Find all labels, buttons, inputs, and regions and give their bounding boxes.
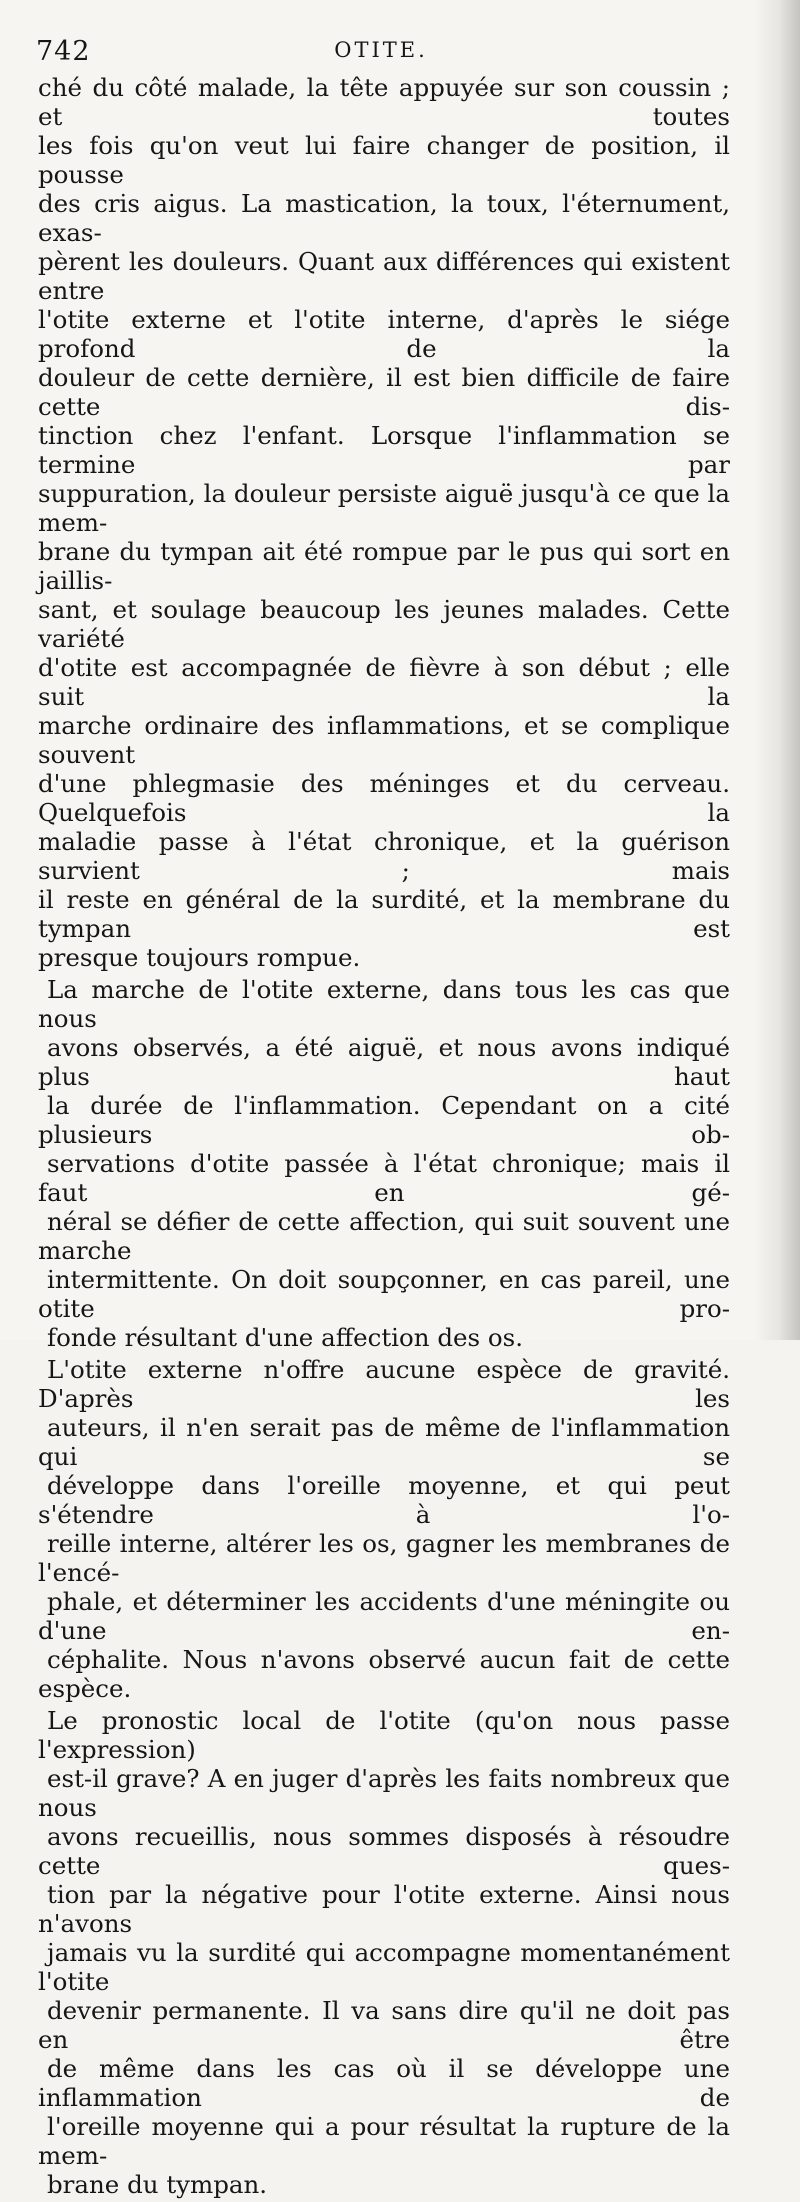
text-line: suppuration, la douleur persiste aiguë jusqu'à ce que la mem- bbox=[38, 479, 730, 537]
paragraph-3 bbox=[38, 1355, 730, 1703]
text-line: presque toujours rompue. bbox=[38, 943, 361, 972]
text-line: jamais vu la surdité qui accompagne momentanément l'otite bbox=[38, 1938, 730, 1996]
text-line: avons observés, a été aiguë, et nous avons indiqué plus haut bbox=[38, 1033, 730, 1091]
text-line: d'otite est accompagnée de fièvre à son début ; elle suit la bbox=[38, 653, 730, 711]
text-line: des cris aigus. La mastication, la toux, l'éternument, exas- bbox=[38, 189, 730, 247]
paragraph-2 bbox=[38, 975, 730, 1352]
text-line: brane du tympan ait été rompue par le pus qui sort en jaillis- bbox=[38, 537, 730, 595]
page-edge-shadow bbox=[754, 0, 800, 1340]
page-number: 742 bbox=[36, 36, 91, 67]
text-line: phale, et déterminer les accidents d'une méningite ou d'une en- bbox=[38, 1587, 730, 1645]
text-line: devenir permanente. Il va sans dire qu'il ne doit pas en être bbox=[38, 1996, 730, 2054]
text-line: sant, et soulage beaucoup les jeunes malades. Cette variété bbox=[38, 595, 730, 653]
text-line: il reste en général de la surdité, et la membrane du tympan est bbox=[38, 885, 730, 943]
text-line: maladie passe à l'état chronique, et la guérison survient ; mais bbox=[38, 827, 730, 885]
paragraph-1 bbox=[38, 73, 730, 972]
text-line: marche ordinaire des inflammations, et se complique souvent bbox=[38, 711, 730, 769]
text-line: servations d'otite passée à l'état chronique; mais il faut en gé- bbox=[38, 1149, 730, 1207]
body-text bbox=[38, 73, 730, 2202]
text-line: est-il grave? A en juger d'après les faits nombreux que nous bbox=[38, 1764, 730, 1822]
text-line: brane du tympan. bbox=[47, 2170, 268, 2199]
text-line: Le pronostic local de l'otite (qu'on nous passe l'expression) bbox=[38, 1706, 730, 1764]
paragraph-4 bbox=[38, 1706, 730, 2199]
text-line: l'otite externe et l'otite interne, d'après le siége profond de la bbox=[38, 305, 730, 363]
text-line: pèrent les douleurs. Quant aux différences qui existent entre bbox=[38, 247, 730, 305]
text-line: d'une phlegmasie des méninges et du cerveau. Quelquefois la bbox=[38, 769, 730, 827]
text-line: les fois qu'on veut lui faire changer de position, il pousse bbox=[38, 131, 730, 189]
text-line: intermittente. On doit soupçonner, en cas pareil, une otite pro- bbox=[38, 1265, 730, 1323]
text-line: douleur de cette dernière, il est bien difficile de faire cette dis- bbox=[38, 363, 730, 421]
text-line: développe dans l'oreille moyenne, et qui peut s'étendre à l'o- bbox=[38, 1471, 730, 1529]
text-line: La marche de l'otite externe, dans tous les cas que nous bbox=[38, 975, 730, 1033]
text-line: ché du côté malade, la tête appuyée sur son coussin ; et toutes bbox=[38, 73, 730, 131]
running-title: OTITE. bbox=[334, 38, 428, 62]
text-line: L'otite externe n'offre aucune espèce de gravité. D'après les bbox=[38, 1355, 730, 1413]
text-line: céphalite. Nous n'avons observé aucun fait de cette espèce. bbox=[38, 1645, 730, 1703]
text-line: l'oreille moyenne qui a pour résultat la rupture de la mem- bbox=[38, 2112, 730, 2170]
text-line: avons recueillis, nous sommes disposés à résoudre cette ques- bbox=[38, 1822, 730, 1880]
text-line: tion par la négative pour l'otite externe. Ainsi nous n'avons bbox=[38, 1880, 730, 1938]
text-line: tinction chez l'enfant. Lorsque l'inflammation se termine par bbox=[38, 421, 730, 479]
running-head bbox=[36, 30, 726, 67]
text-line: reille interne, altérer les os, gagner les membranes de l'encé- bbox=[38, 1529, 730, 1587]
text-line: néral se défier de cette affection, qui suit souvent une marche bbox=[38, 1207, 730, 1265]
text-line: fonde résultant d'une affection des os. bbox=[47, 1323, 523, 1352]
text-line: la durée de l'inflammation. Cependant on a cité plusieurs ob- bbox=[38, 1091, 730, 1149]
text-line: auteurs, il n'en serait pas de même de l'inflammation qui se bbox=[38, 1413, 730, 1471]
text-line: de même dans les cas où il se développe une inflammation de bbox=[38, 2054, 730, 2112]
